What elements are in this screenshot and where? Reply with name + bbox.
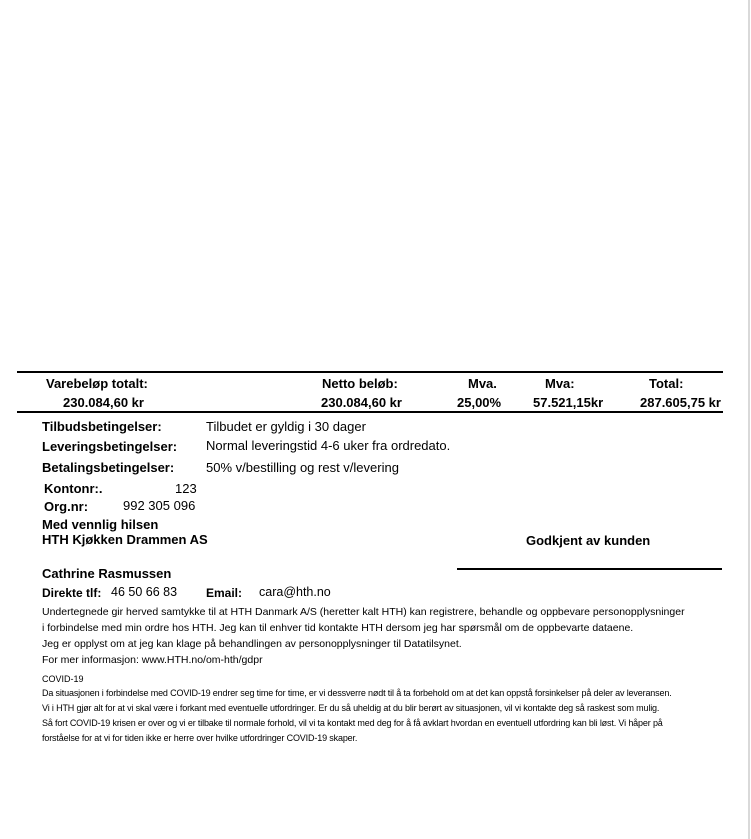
varebelop-label: Varebeløp totalt: [46, 376, 148, 391]
phone-label: Direkte tlf: [42, 586, 102, 600]
signature-line [457, 568, 722, 570]
company-name: HTH Kjøkken Drammen AS [42, 532, 208, 547]
total-label: Total: [649, 376, 684, 391]
totals-bottom-rule [17, 411, 723, 413]
mva-pct-label: Mva. [468, 376, 497, 391]
approval-label: Godkjent av kunden [526, 533, 651, 548]
mva-pct-value: 25,00% [457, 395, 502, 410]
phone-value: 46 50 66 83 [111, 585, 178, 599]
betaling-label: Betalingsbetingelser: [42, 460, 175, 475]
netto-label: Netto beløb: [322, 376, 398, 391]
email-label: Email: [206, 586, 243, 600]
tilbud-label: Tilbudsbetingelser: [42, 419, 162, 434]
covid-line-3: Så fort COVID-19 krisen er over og vi er tilbake til normale forhold, vil vi ta kontakt med deg for å få avklart hvordan en eventuell utfordring kan bli løst. Vi håper på [42, 718, 663, 728]
gdpr-line-1: Undertegnede gir herved samtykke til at HTH Danmark A/S (heretter kalt HTH) kan registrere, behandle og oppbevare personopplysninger [42, 606, 685, 618]
gdpr-line-3: Jeg er opplyst om at jeg kan klage på behandlingen av personopplysninger til Datatilsynet. [42, 638, 462, 650]
covid-line-2: Vi i HTH gjør alt for at vi skal være i forkant med eventuelle utfordringer. Er du så uheldig at du blir berørt av situasjonen, vil vi kontakte deg så raskest som mulig. [42, 703, 660, 713]
kontonr-label: Kontonr:. [44, 481, 103, 496]
tilbud-value: Tilbudet er gyldig i 30 dager [206, 419, 366, 434]
total-value: 287.605,75 kr [640, 395, 721, 410]
email-value[interactable]: cara@hth.no [259, 585, 331, 599]
orgnr-value: 992 305 096 [123, 498, 196, 513]
levering-value: Normal leveringstid 4-6 uker fra ordredato. [206, 438, 451, 453]
kontonr-value: 123 [175, 481, 197, 496]
covid-line-4: forståelse for at vi for tiden ikke er herre over hvilke utfordringer COVID-19 skaper. [42, 733, 358, 743]
netto-value: 230.084,60 kr [321, 395, 402, 410]
orgnr-label: Org.nr: [44, 499, 89, 514]
mva-amount-label: Mva: [545, 376, 575, 391]
levering-label: Leveringsbetingelser: [42, 439, 178, 454]
totals-top-rule [17, 371, 723, 373]
varebelop-value: 230.084,60 kr [63, 395, 144, 410]
covid-line-1: Da situasjonen i forbindelse med COVID-19 endrer seg time for time, er vi dessverre nødt til å ta forbehold om at det kan oppstå forsinkelser på deler av leveransen. [42, 688, 672, 698]
contact-person: Cathrine Rasmussen [42, 566, 172, 581]
page-edge [748, 0, 750, 839]
mva-amount-value: 57.521,15kr [533, 395, 604, 410]
greeting: Med vennlig hilsen [42, 517, 159, 532]
betaling-value: 50% v/bestilling og rest v/levering [206, 460, 399, 475]
gdpr-line-2: i forbindelse med min ordre hos HTH. Jeg kan til enhver tid kontakte HTH dersom jeg har spørsmål om de oppbevarte dataene. [42, 622, 634, 634]
gdpr-line-4: For mer informasjon: www.HTH.no/om-hth/gdpr [42, 654, 263, 666]
covid-title: COVID-19 [42, 674, 84, 684]
